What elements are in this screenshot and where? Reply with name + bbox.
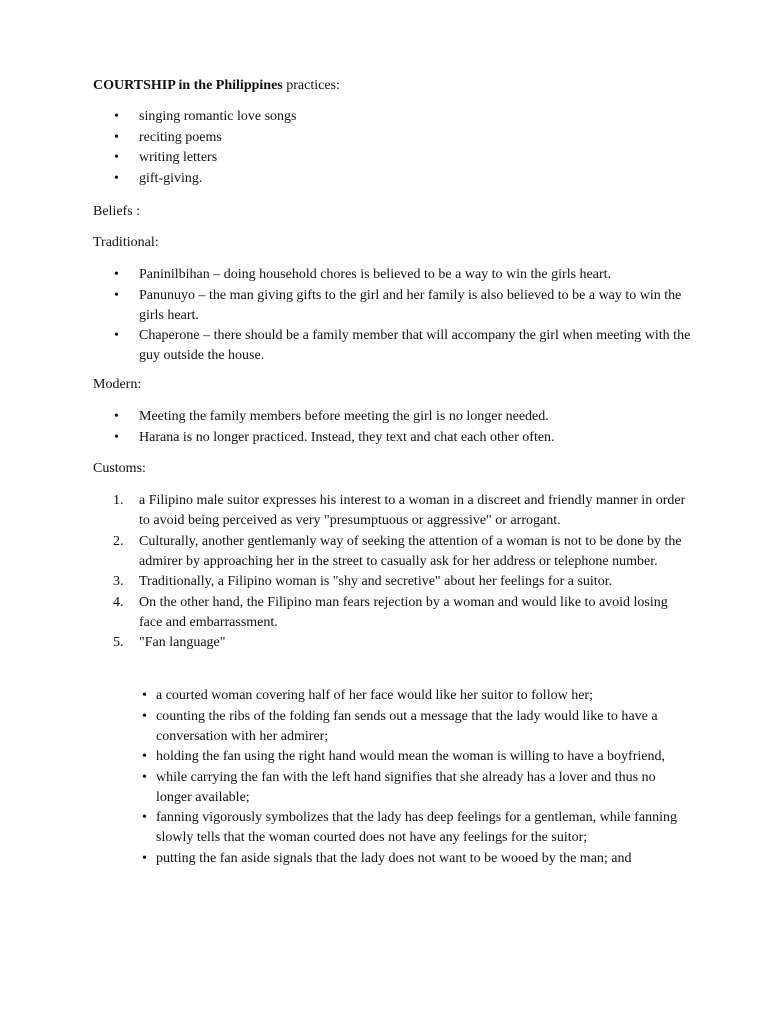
list-item-text: Chaperone – there should be a family member that will accompany the girl when meeting with the guy outside the house. xyxy=(139,328,691,363)
fan-language-list xyxy=(139,686,684,869)
list-item-text: Harana is no longer practiced. Instead, they text and chat each other often. xyxy=(139,429,555,445)
bullet-icon: • xyxy=(114,129,119,145)
bullet-icon: • xyxy=(142,749,147,764)
list-item-text: Traditionally, a Filipino woman is "shy and secretive" about her feelings for a suitor. xyxy=(139,574,613,589)
list-item-text: Paninilbihan – doing household chores is believed to be a way to win the girls heart. xyxy=(139,267,612,282)
bullet-icon: • xyxy=(142,708,147,724)
list-item-text: a courted woman covering half of her face would like her suitor to follow her; xyxy=(156,688,593,703)
bullet-icon: • xyxy=(114,328,119,343)
bullet-icon: • xyxy=(142,769,147,785)
beliefs-heading: Beliefs : xyxy=(93,204,141,219)
list-item xyxy=(93,169,693,189)
list-item-text: putting the fan aside signals that the lady does not want to be wooed by the man; and xyxy=(156,850,632,866)
list-item-text: fanning vigorously symbolizes that the lady has deep feelings for a gentleman, while fanning slowly tells that the woman courted does not have any feelings for the suitor; xyxy=(156,810,677,845)
title-rest-text: practices: xyxy=(282,78,340,93)
list-item-text: gift-giving. xyxy=(139,170,203,186)
customs-list xyxy=(93,491,693,654)
list-number: 5. xyxy=(113,635,124,650)
modern-list xyxy=(93,407,693,448)
list-item xyxy=(93,107,693,127)
traditional-heading: Traditional: xyxy=(93,235,159,250)
list-item xyxy=(93,491,693,531)
list-item xyxy=(139,808,684,848)
list-item-text: counting the ribs of the folding fan sends out a message that the lady would like to have a conversation with her admirer; xyxy=(156,708,658,744)
list-item xyxy=(93,148,693,168)
list-number: 1. xyxy=(113,493,124,508)
bullet-icon: • xyxy=(142,688,147,703)
list-item-text: writing letters xyxy=(139,150,218,165)
list-item xyxy=(139,707,684,747)
list-number: 4. xyxy=(113,594,124,610)
list-item xyxy=(139,768,684,808)
list-item-text: while carrying the fan with the left hand signifies that she already has a lover and thus no longer available; xyxy=(156,769,656,805)
bullet-icon: • xyxy=(114,267,119,282)
customs-heading: Customs: xyxy=(93,461,146,476)
bullet-icon: • xyxy=(114,409,119,424)
title-bold-text: COURTSHIP in the Philippines xyxy=(93,78,283,93)
bullet-icon: • xyxy=(114,429,119,445)
list-item xyxy=(139,849,684,869)
bullet-icon: • xyxy=(114,287,119,303)
list-item xyxy=(93,326,693,366)
list-item xyxy=(93,572,693,592)
modern-heading: Modern: xyxy=(93,377,142,392)
bullet-icon: • xyxy=(142,810,147,825)
list-number: 3. xyxy=(113,574,124,589)
bullet-icon: • xyxy=(114,150,119,165)
list-item-text: "Fan language" xyxy=(139,635,226,650)
list-item-text: reciting poems xyxy=(139,129,222,145)
bullet-icon: • xyxy=(114,109,119,124)
bullet-icon: • xyxy=(142,850,147,866)
list-item-text: holding the fan using the right hand would mean the woman is willing to have a boyfriend, xyxy=(156,749,665,764)
list-item-text: Culturally, another gentlemanly way of seeking the attention of a woman is not to be done by the admirer by approaching her in the street to casually ask for her address or telephone number. xyxy=(139,533,682,569)
traditional-list xyxy=(93,265,693,367)
list-number: 2. xyxy=(113,533,124,549)
list-item-text: Meeting the family members before meeting the girl is no longer needed. xyxy=(139,409,549,424)
list-item xyxy=(139,747,684,767)
list-item xyxy=(93,428,693,448)
list-item-text: On the other hand, the Filipino man fears rejection by a woman and would like to avoid losing face and embarrassment. xyxy=(139,594,668,630)
list-item xyxy=(93,407,693,427)
list-item-text: singing romantic love songs xyxy=(139,109,297,124)
list-item xyxy=(93,265,693,285)
list-item xyxy=(93,532,693,572)
document-title xyxy=(93,77,340,95)
list-item xyxy=(93,593,693,633)
bullet-icon: • xyxy=(114,170,119,186)
list-item-text: a Filipino male suitor expresses his interest to a woman in a discreet and friendly manner in order to avoid being perceived as very "presumptuous or aggressive" or arrogant. xyxy=(139,493,686,528)
practices-list xyxy=(93,107,693,189)
list-item xyxy=(93,286,693,326)
list-item xyxy=(93,128,693,148)
list-item-text: Panunuyo – the man giving gifts to the girl and her family is also believed to be a way to win the girls heart. xyxy=(139,287,682,323)
list-item xyxy=(93,633,693,653)
list-item xyxy=(139,686,684,706)
